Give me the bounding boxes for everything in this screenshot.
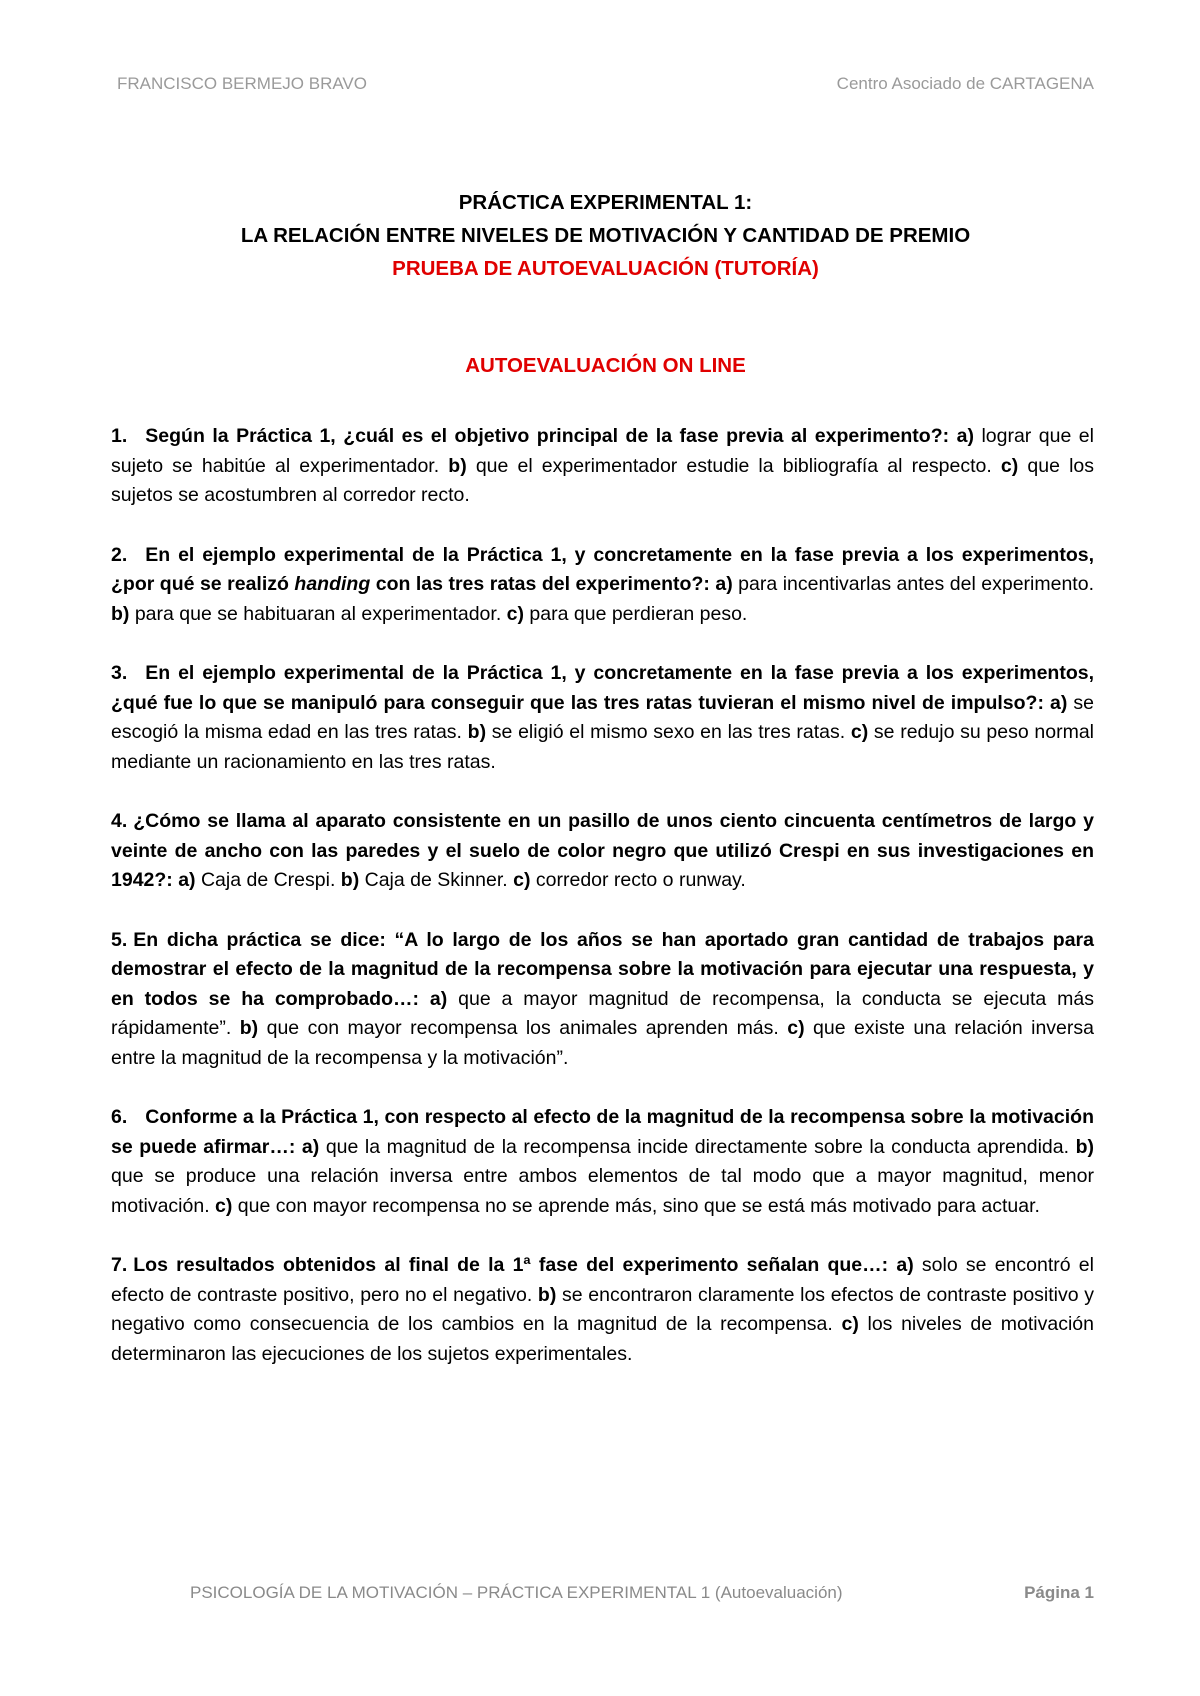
option-a-label: a) bbox=[896, 1254, 914, 1276]
option-c-label: c) bbox=[506, 602, 525, 625]
option-b-label: b) bbox=[1075, 1135, 1095, 1158]
option-a-text: Caja de Crespi. bbox=[195, 869, 341, 891]
question-2 bbox=[111, 541, 1094, 630]
question-stem-end: con las tres ratas del experimento?: bbox=[370, 573, 716, 595]
option-a-label: a) bbox=[429, 987, 448, 1010]
title-line-3: PRUEBA DE AUTOEVALUACIÓN (TUTORÍA) bbox=[392, 257, 819, 280]
option-b-label: b) bbox=[111, 602, 130, 625]
option-c-label: c) bbox=[215, 1194, 233, 1217]
question-number: 7. bbox=[111, 1254, 128, 1276]
section-title: AUTOEVALUACIÓN ON LINE bbox=[465, 354, 746, 377]
question-stem: En dicha práctica se dice: “A lo largo de los años se han aportado gran cantidad de trabajos para demostrar el efecto de la magnitud de la recompensa sobre la motivación para ejecutar una respuesta, y en todos se ha comprobado…: bbox=[111, 928, 1094, 1010]
option-c-label: c) bbox=[513, 869, 531, 891]
option-c-text: corredor recto o runway. bbox=[530, 869, 746, 891]
question-number: 6. bbox=[111, 1106, 128, 1128]
question-stem: ¿Cómo se llama al aparato consistente en un pasillo de unos ciento cincuenta centímetros de largo y veinte de ancho con las paredes y el suelo de color negro que utilizó Crespi en sus investigaciones en 1942?: bbox=[111, 810, 1094, 891]
option-a-text: para incentivarlas antes del experimento. bbox=[732, 573, 1094, 595]
option-c-text: los niveles de motivación determinaron las ejecuciones de los sujetos experimentales. bbox=[111, 1313, 1094, 1365]
option-b-label: b) bbox=[537, 1283, 557, 1306]
question-stem-italic: handing bbox=[294, 573, 371, 595]
page-header bbox=[117, 74, 1094, 102]
option-c-text: para que perdieran peso. bbox=[524, 602, 748, 625]
option-a-label: a) bbox=[956, 425, 974, 447]
option-c-text: que los sujetos se acostumbren al corredor recto. bbox=[111, 454, 1094, 506]
option-b-text: que el experimentador estudie la bibliografía al respecto. bbox=[466, 454, 1001, 477]
question-number: 1. bbox=[111, 425, 128, 447]
page-footer bbox=[190, 1583, 1094, 1609]
document-title bbox=[117, 186, 1094, 285]
option-b-text: se encontraron claramente los efectos de contraste positivo y negativo como consecuencia de los cambios en la magnitud de la recompensa. bbox=[111, 1283, 1095, 1335]
option-a-text: lograr que el sujeto se habitúe al experimentador. bbox=[111, 425, 1094, 477]
question-list bbox=[111, 422, 1094, 1399]
option-a-text: que la magnitud de la recompensa incide directamente sobre la conducta aprendida. bbox=[319, 1135, 1076, 1158]
option-c-label: c) bbox=[1000, 454, 1019, 477]
footer-course: PSICOLOGÍA DE LA MOTIVACIÓN – PRÁCTICA EXPERIMENTAL 1 (Autoevaluación) bbox=[190, 1583, 843, 1602]
question-5 bbox=[111, 926, 1094, 1074]
header-center: Centro Asociado de CARTAGENA bbox=[836, 74, 1094, 93]
option-c-text: que con mayor recompensa no se aprende más, sino que se está más motivado para actuar. bbox=[232, 1194, 1040, 1217]
question-number: 2. bbox=[111, 543, 128, 566]
option-c-label: c) bbox=[841, 1313, 859, 1335]
question-3 bbox=[111, 659, 1094, 777]
option-a-label: a) bbox=[178, 869, 196, 891]
question-1 bbox=[111, 422, 1094, 511]
question-stem: Conforme a la Práctica 1, con respecto al efecto de la magnitud de la recompensa sobre la motivación se puede afirmar…: bbox=[111, 1106, 1094, 1158]
option-c-label: c) bbox=[787, 1017, 805, 1039]
title-line-2: LA RELACIÓN ENTRE NIVELES DE MOTIVACIÓN Y CANTIDAD DE PREMIO bbox=[240, 224, 971, 247]
question-7 bbox=[111, 1251, 1094, 1369]
question-stem: Los resultados obtenidos al final de la 1ª fase del experimento señalan que…: bbox=[133, 1254, 897, 1276]
option-a-label: a) bbox=[715, 573, 733, 595]
question-stem: En el ejemplo experimental de la Práctica 1, y concretamente en la fase previa a los experimentos, ¿qué fue lo que se manipuló para conseguir que las tres ratas tuvieran el mismo nivel de impulso?: bbox=[111, 662, 1094, 714]
option-c-label: c) bbox=[850, 721, 869, 743]
question-stem: En el ejemplo experimental de la Práctica 1, y concretamente en la fase previa a los experimentos, ¿por qué se realizó bbox=[111, 543, 1094, 595]
option-b-text: Caja de Skinner. bbox=[359, 869, 514, 891]
title-line-1: PRÁCTICA EXPERIMENTAL 1: bbox=[458, 191, 753, 214]
option-c-text: que existe una relación inversa entre la magnitud de la recompensa y la motivación”. bbox=[111, 1017, 1094, 1069]
footer-page-number: Página 1 bbox=[1024, 1583, 1094, 1602]
question-stem: Según la Práctica 1, ¿cuál es el objetivo principal de la fase previa al experimento?: bbox=[145, 425, 957, 447]
option-b-label: b) bbox=[239, 1017, 259, 1039]
question-number: 5. bbox=[111, 928, 128, 951]
option-b-text: que con mayor recompensa los animales aprenden más. bbox=[258, 1017, 788, 1039]
option-a-label: a) bbox=[1050, 691, 1068, 714]
option-b-label: b) bbox=[467, 721, 487, 743]
option-a-text: solo se encontró el efecto de contraste positivo, pero no el negativo. bbox=[111, 1254, 1094, 1306]
question-number: 4. bbox=[111, 810, 128, 832]
header-author: FRANCISCO BERMEJO BRAVO bbox=[117, 74, 367, 93]
option-c-text: se redujo su peso normal mediante un racionamiento en las tres ratas. bbox=[111, 721, 1094, 773]
question-4 bbox=[111, 807, 1094, 896]
option-a-label: a) bbox=[301, 1135, 320, 1158]
option-b-text: que se produce una relación inversa entre ambos elementos de tal modo que a mayor magnitud, menor motivación. bbox=[111, 1165, 1094, 1217]
question-number: 3. bbox=[111, 662, 128, 684]
option-a-text: que a mayor magnitud de recompensa, la conducta se ejecuta más rápidamente”. bbox=[111, 987, 1094, 1039]
option-b-label: b) bbox=[448, 454, 467, 477]
option-a-text: se escogió la misma edad en las tres ratas. bbox=[111, 691, 1094, 743]
option-b-text: se eligió el mismo sexo en las tres ratas. bbox=[486, 721, 851, 743]
question-6 bbox=[111, 1103, 1094, 1221]
option-b-text: para que se habituaran al experimentador. bbox=[129, 602, 507, 625]
option-b-label: b) bbox=[340, 869, 360, 891]
